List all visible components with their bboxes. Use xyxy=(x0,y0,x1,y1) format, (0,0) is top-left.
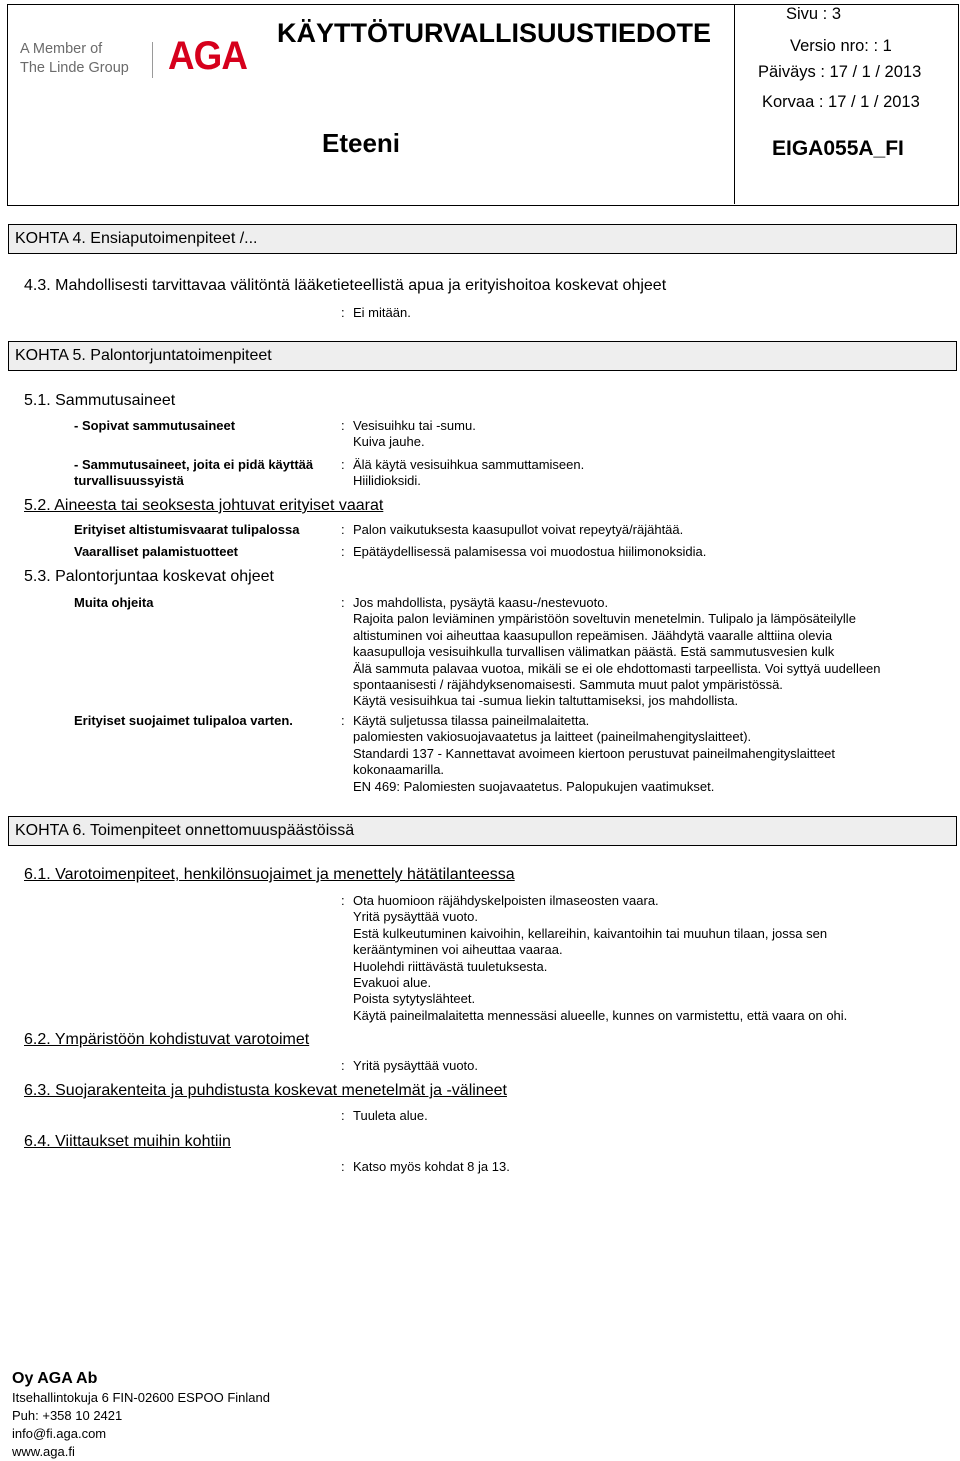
section-6-bar: KOHTA 6. Toimenpiteet onnettomuuspäästöissä xyxy=(8,816,957,846)
suitable-media-values: Vesisuihku tai -sumu. Kuiva jauhe. xyxy=(353,418,476,450)
section-5-1-title: 5.1. Sammutusaineet xyxy=(24,392,176,409)
product-name: Eteeni xyxy=(322,128,401,158)
footer-company: Oy AGA Ab xyxy=(12,1370,98,1387)
colon: : xyxy=(341,1058,345,1073)
section-6-2-title: 6.2. Ympäristöön kohdistuvat varotoimet xyxy=(24,1031,310,1048)
colon: : xyxy=(341,893,345,908)
section-4-3-title: 4.3. Mahdollisesti tarvittavaa välitöntä lääketieteellistä apua ja erityishoitoa koskevat ohjeet xyxy=(24,277,667,294)
special-hazards-value: Palon vaikutuksesta kaasupullot voivat repeytyä/räjähtää. xyxy=(353,522,684,537)
section-6-4-title: 6.4. Viittaukset muihin kohtiin xyxy=(24,1133,231,1150)
colon: : xyxy=(341,1108,345,1123)
logo xyxy=(20,34,250,85)
section-6-3-title: 6.3. Suojarakenteita ja puhdistusta koskevat menetelmät ja -välineet xyxy=(24,1082,507,1099)
hazardous-products-label: Vaaralliset palamistuotteet xyxy=(74,544,239,559)
logo-divider xyxy=(152,42,153,78)
footer-website[interactable]: www.aga.fi xyxy=(12,1444,75,1459)
suitable-media-label: - Sopivat sammutusaineet xyxy=(74,418,236,433)
version-number: Versio nro: : 1 xyxy=(790,37,892,55)
section-5-3-title: 5.3. Palontorjuntaa koskevat ohjeet xyxy=(24,568,274,585)
page-number: Sivu : 3 xyxy=(786,5,842,23)
section-5-bar: KOHTA 5. Palontorjuntatoimenpiteet xyxy=(8,341,957,371)
doc-code: EIGA055A_FI xyxy=(772,137,904,160)
section-6-1-values: Ota huomioon räjähdyskelpoisten ilmaseosten vaara. Yritä pysäyttää vuoto. Estä kulkeutuminen kaivoihin, kellareihin, kaivantoihin tai muuhun tilaan, jossa sen kerääntyminen voi aiheuttaa vaaraa. Huolehdi riittävästä tuuletuksesta. Evakuoi alue. Poista sytytyslähteet. Käytä paineilmalaitetta mennessäsi alueelle, kunnes on varmistettu, että vaara on ohi. xyxy=(353,893,848,1023)
issue-date: Päiväys : 17 / 1 / 2013 xyxy=(758,63,922,81)
footer xyxy=(12,1369,270,1461)
colon: : xyxy=(341,595,345,610)
section-6-1-title: 6.1. Varotoimenpiteet, henkilönsuojaimet ja menettely hätätilanteessa xyxy=(24,866,515,883)
section-6-4-value: Katso myös kohdat 8 ja 13. xyxy=(353,1159,510,1174)
footer-phone: Puh: +358 10 2421 xyxy=(12,1408,123,1423)
colon: : xyxy=(341,522,345,537)
section-4-3-value: Ei mitään. xyxy=(353,305,411,320)
section-6-3-value: Tuuleta alue. xyxy=(353,1108,428,1123)
section-4-bar: KOHTA 4. Ensiaputoimenpiteet /... xyxy=(8,224,957,254)
other-instructions-label: Muita ohjeita xyxy=(74,595,154,610)
aga-logo: AGA xyxy=(168,34,248,78)
protective-equipment-label: Erityiset suojaimet tulipaloa varten. xyxy=(74,713,293,728)
replaces-date: Korvaa : 17 / 1 / 2013 xyxy=(762,93,920,111)
hazardous-products-value: Epätäydellisessä palamisessa voi muodostua hiilimonoksidia. xyxy=(353,544,707,559)
colon: : xyxy=(341,1159,345,1174)
unsuitable-media-values: Älä käytä vesisuihkua sammuttamiseen. Hiilidioksidi. xyxy=(353,457,585,489)
colon: : xyxy=(341,418,345,433)
section-6-2-value: Yritä pysäyttää vuoto. xyxy=(353,1058,479,1073)
section-5-2-title: 5.2. Aineesta tai seoksesta johtuvat erityiset vaarat xyxy=(24,497,384,514)
colon: : xyxy=(341,544,345,559)
footer-address: Itsehallintokuja 6 FIN-02600 ESPOO Finland xyxy=(12,1390,270,1405)
footer-email[interactable]: info@fi.aga.com xyxy=(12,1426,107,1441)
colon: : xyxy=(341,305,345,320)
other-instructions-values: Jos mahdollista, pysäytä kaasu-/nestevuoto. Rajoita palon leviäminen ympäristöön soveltuvin menetelmin. Tulipalo ja lämpösäteilylle altistuminen voi aiheuttaa kaasupullon repeämisen. Jäähdytä vaaralle alttiina olevia kaasupulloja vesisuihkulla turvallisen välimatkan päästä. Estä sammutusvesien kulk Älä sammuta palavaa vuotoa, mikäli se ei ole ehdottomasti tarpeellista. Voi syttyä uudelleen spontaanisesti / räjähdyksenomaisesti. Sammuta muut palot ympäristössä. Käytä vesisuihkua tai -sumua liekin taltuttamiseksi, jos mahdollista. xyxy=(353,595,881,709)
document-title: KÄYTTÖTURVALLISUUSTIEDOTE xyxy=(277,18,712,48)
unsuitable-media-label: - Sammutusaineet, joita ei pidä käyttää turvallisuussyistä xyxy=(74,457,314,489)
colon: : xyxy=(341,713,345,728)
special-hazards-label: Erityiset altistumisvaarat tulipalossa xyxy=(74,522,300,537)
protective-equipment-values: Käytä suljetussa tilassa paineilmalaitetta. palomiesten vakiosuojavaatetus ja laitteet (paineilmahengityslaitteet). Standardi 137 - Kannettavat avoimeen kiertoon perustuvat paineilmahengityslaitteet kokonaamarilla. EN 469: Palomiesten suojavaatetus. Palopukujen vaatimukset. xyxy=(353,713,836,794)
logo-member-text: A Member of The Linde Group xyxy=(20,41,129,76)
colon: : xyxy=(341,457,345,472)
